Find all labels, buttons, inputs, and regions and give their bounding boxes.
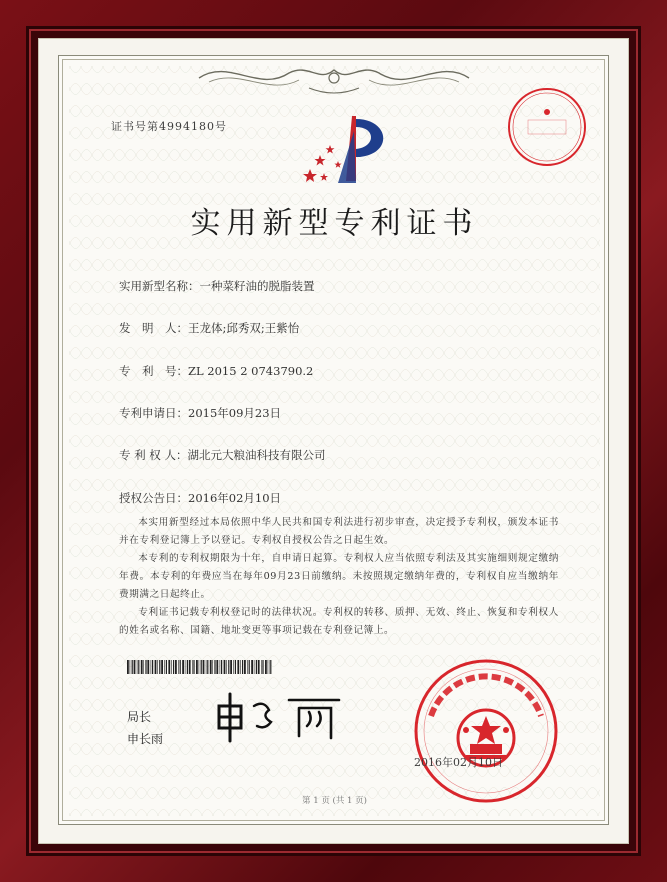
barcode-bar [268, 660, 269, 674]
certificate-number: 证书号第4994180号 [111, 120, 227, 133]
barcode-bar [201, 660, 202, 674]
barcode-bar [173, 660, 174, 674]
field-label: 专 利 号： [119, 364, 188, 378]
body-paragraph: 本实用新型经过本局依照中华人民共和国专利法进行初步审查，决定授予专利权，颁发本证书并在专利登记簿上予以登记。专利权自授权公告之日起生效。 [119, 517, 559, 546]
barcode-bar [159, 660, 160, 674]
barcode-bar [185, 660, 186, 674]
barcode-bar [247, 660, 248, 674]
barcode-bar [187, 660, 188, 674]
barcode-bar [196, 660, 198, 674]
barcode-bar [130, 660, 131, 674]
barcode-bar [182, 660, 184, 674]
barcode-bar [207, 660, 208, 674]
body-paragraph: 专利证书记载专利权登记时的法律状况。专利权的转移、质押、无效、终止、恢复和专利权人的姓名或名称、国籍、地址变更等事项记载在专利登记簿上。 [119, 607, 559, 636]
field-value: 王龙体;邱秀双;王紫怡 [188, 321, 300, 335]
barcode-bar [262, 660, 263, 674]
barcode-bar [138, 660, 139, 674]
barcode-bar [270, 660, 271, 674]
signatory-name: 申长雨 [127, 732, 164, 746]
field-label: 实用新型名称： [119, 279, 200, 293]
body-paragraph: 本专利的专利权期限为十年，自申请日起算。专利权人应当依照专利法及其实施细则规定缴纳年费。本专利的年费应当在每年09月23日前缴纳。未按照规定缴纳年费的，专利权自应当缴纳年费期满之日起终止。 [119, 553, 559, 600]
sipo-logo-icon [294, 111, 409, 186]
barcode-bar [221, 660, 222, 674]
barcode-bar [137, 660, 138, 674]
barcode-bar [178, 660, 179, 674]
field-value: 湖北元大粮油科技有限公司 [187, 448, 326, 462]
barcode-bar [203, 660, 205, 674]
page-number: 第 1 页 (共 1 页) [302, 796, 367, 806]
barcode-bar [145, 660, 146, 674]
barcode-bar [216, 660, 218, 674]
barcode-bar [189, 660, 191, 674]
small-approval-seal [506, 86, 588, 168]
barcode-bar [265, 660, 267, 674]
barcode-bar [152, 660, 153, 674]
top-ornament [189, 58, 479, 98]
barcode-bar [206, 660, 207, 674]
barcode-bar [242, 660, 243, 674]
field-value: 一种菜籽油的脱脂装置 [199, 279, 315, 293]
barcode-bar [214, 660, 215, 674]
field-label: 发 明 人： [119, 321, 188, 335]
field-label: 专利申请日： [119, 406, 188, 420]
barcode-bar [143, 660, 144, 674]
barcode-bar [193, 660, 194, 674]
barcode-bar [244, 660, 246, 674]
barcode-bar [233, 660, 234, 674]
barcode-bar [235, 660, 236, 674]
signatory-title: 局长 [127, 710, 152, 724]
certificate-title: 实用新型专利证书 [190, 206, 479, 241]
certificate-paper [58, 55, 609, 825]
barcode-bar [134, 660, 136, 674]
barcode-bar [240, 660, 241, 674]
barcode-bar [261, 660, 262, 674]
field-grant-announcement-date [119, 490, 281, 506]
barcode-bar [254, 660, 255, 674]
barcode-bar [192, 660, 193, 674]
barcode-bar [175, 660, 177, 674]
barcode-bar [157, 660, 158, 674]
field-patentee [119, 447, 325, 463]
barcode-bar [224, 660, 226, 674]
national-emblem-seal [411, 656, 561, 806]
seal-grant-date: 2016年02月10日 [414, 756, 503, 769]
barcode-bar [180, 660, 181, 674]
field-utility-model-name [119, 278, 315, 294]
barcode-bar [164, 660, 165, 674]
barcode-bar [230, 660, 232, 674]
barcode-bar [210, 660, 212, 674]
barcode-bar [141, 660, 143, 674]
barcode-bar [166, 660, 167, 674]
barcode-bar [151, 660, 152, 674]
barcode-bar [226, 660, 227, 674]
signature-graphic [209, 686, 359, 746]
field-label: 专 利 权 人： [119, 448, 188, 462]
barcode-bar [132, 660, 133, 674]
field-application-date [119, 405, 281, 421]
barcode-bar [237, 660, 239, 674]
field-value: ZL 2015 2 0743790.2 [188, 364, 314, 378]
barcode-bar [249, 660, 250, 674]
barcode-bar [228, 660, 229, 674]
barcode-bar [161, 660, 163, 674]
barcode-bar [199, 660, 200, 674]
barcode-bar [212, 660, 213, 674]
barcode [127, 660, 272, 674]
barcode-bar [171, 660, 172, 674]
field-value: 2016年02月10日 [188, 491, 282, 505]
barcode-bar [220, 660, 221, 674]
barcode-bar [127, 660, 129, 674]
field-inventors [119, 320, 299, 336]
field-patent-number [119, 363, 313, 379]
barcode-bar [155, 660, 157, 674]
barcode-bar [147, 660, 149, 674]
barcode-bar [168, 660, 170, 674]
barcode-bar [256, 660, 257, 674]
barcode-bar [258, 660, 260, 674]
barcode-bar [251, 660, 253, 674]
field-label: 授权公告日： [119, 491, 188, 505]
field-value: 2015年09月23日 [188, 406, 282, 420]
